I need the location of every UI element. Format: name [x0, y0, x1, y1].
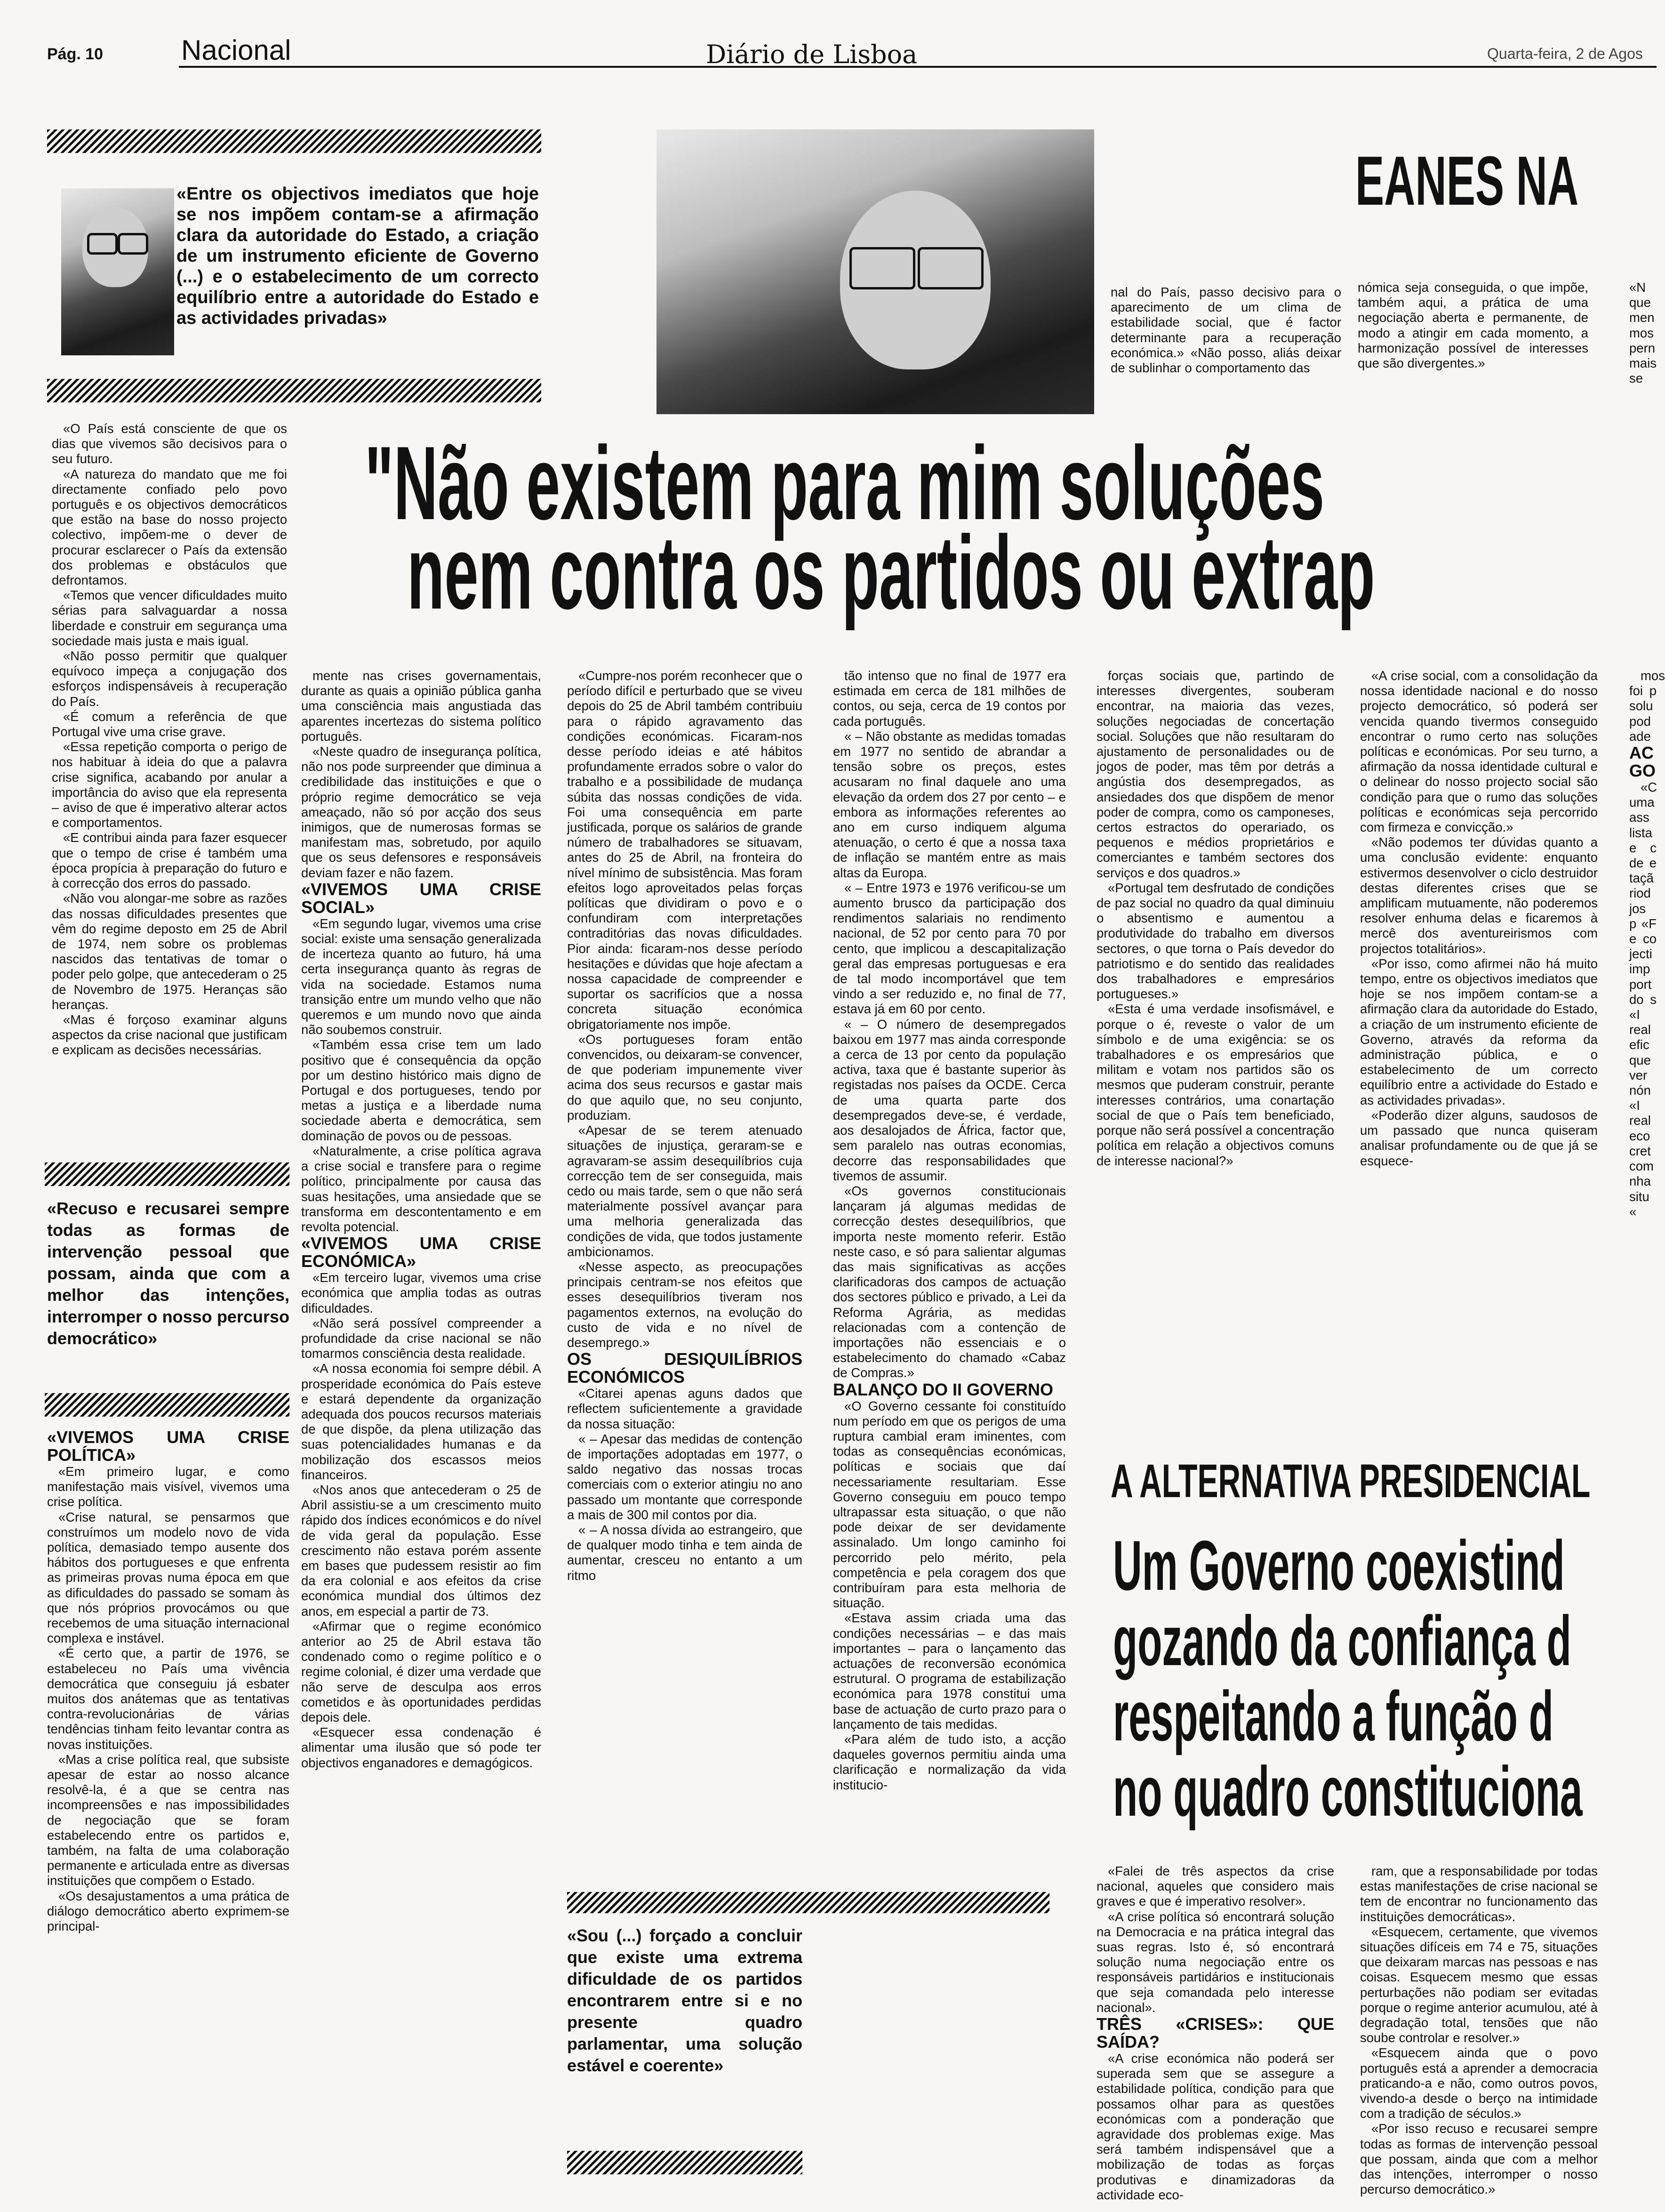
paragraph: «Apesar de se terem atenuado situações de injustiça, geraram-se e agravaram-se assim desequilíbrios cuja correcção tem de ser conseguida, mais cedo ou mais tarde, sem o que não será materialmente possível avançar para uma melhoria generalizada das condições de vida, que todos justamente ambicionamos.	[567, 1123, 802, 1259]
top-column-c: «N que men mos pern mais se	[1629, 280, 1657, 386]
issue-date: Quarta-feira, 2 de Agos	[1487, 45, 1643, 62]
paragraph: «Mas é forçoso examinar alguns aspectos da crise nacional que justificam e explicam as decisões necessárias.	[52, 1012, 287, 1058]
paragraph: «Esta é uma verdade insofismável, e porque o é, reveste o valor de um símbolo e de uma exigência: se os trabalhadores e os empresários que militam e votam nos partidos são os mesmos que puderam construir, perante interesses contrários, uma conartação social de que o País tem beneficiado, porque não será possível a concentração política em relação a objectivos comuns de interesse nacional?»	[1097, 1002, 1334, 1168]
paragraph: «Em primeiro lugar, e como manifestação mais visível, vivemos uma crise política.	[47, 1464, 289, 1509]
column-4-text	[833, 668, 1066, 1793]
subheading: «VIVEMOS UMA CRISE ECONÓMICA»	[301, 1234, 541, 1271]
section-kicker: A ALTERNATIVA PRESIDENCIAL	[1111, 1455, 1591, 1507]
subhead-line-2: gozando da confiança d	[1113, 1601, 1571, 1680]
column-3-text	[567, 668, 802, 1583]
paragraph: « – Apesar das medidas de contenção de importações adoptadas em 1977, o saldo negativo das nossas trocas comerciais com o exterior atingiu no ano passado um montante que corresponde a mais de 300 mil contos por dia.	[567, 1431, 802, 1522]
header-rule	[179, 66, 1657, 68]
paragraph: «Não será possível compreender a profundidade da crise nacional se não tomarmos consciência desta realidade.	[301, 1315, 541, 1361]
paragraph: «Não posso permitir que qualquer equívoco impeça a conjugação dos esforços indispensáveis à recuperação do País.	[52, 649, 287, 709]
paragraph: «Falei de três aspectos da crise nacional, aqueles que considero mais graves e que é imperativo resolver».	[1097, 1864, 1334, 1909]
subheading: «VIVEMOS UMA CRISE SOCIAL»	[301, 879, 541, 917]
paragraph: «Nos anos que antecederam o 25 de Abril assistiu-se a um crescimento muito rápido dos índices económicos e do nível de vida geral da população. Esse crescimento não estava porém assente em bases que pudessem resistir ao fim da era colonial e aos efeitos da crise económica mundial dos últimos dez anos, em especial a partir de 73.	[301, 1482, 541, 1619]
paragraph: « – O número de desempregados baixou em 1977 mas ainda corresponde a cerca de 13 por cento da população activa, taxa que é bastante superior às registadas nos países da OCDE. Cerca de uma quarta parte dos desempregados deve-se, é verdade, aos desalojados de África, factor que, sem paralelo nas outras economias, decorre das responsabilidades que tivemos de assumir.	[833, 1017, 1066, 1183]
paragraph: «Poderão dizer alguns, saudosos de um passado que nunca quiseram analisar profundamente ou de que já se esquece-	[1360, 1107, 1598, 1168]
paragraph: forças sociais que, partindo de interesses divergentes, souberam encontrar, na maioria das vezes, soluções negociadas de concertação social. Soluções que não resultaram do ajustamento de personalidades ou de jogos de poder, mas têm por detrás a angústia dos desempregados, as ansiedades dos que dispõem de menor poder de compra, como os camponeses, certos estractos do operariado, os pequenos e médios proprietários e comerciantes e também sectores dos serviços e dos quadros.»	[1097, 668, 1334, 880]
paragraph: tão intenso que no final de 1977 era estimada em cerca de 181 milhões de contos, ou seja, cerca de 19 contos por cada português.	[833, 668, 1066, 729]
subheading: OS DESIQUILÍBRIOS ECONÓMICOS	[567, 1349, 802, 1387]
main-headline-line-2: nem contra os partidos ou extrap	[407, 514, 1375, 631]
paragraph: «Esquecem, certamente, que vivemos situações difíceis em 74 e 75, situações que deixaram marcas nas pessoas e nas coisas. Esquecem mesmo que essas perturbações não podiam ser evitadas porque o regime anterior acumulou, até à degradação total, tensões que não soube controlar e resolver.»	[1360, 1924, 1598, 2045]
paragraph: «A crise económica não poderá ser superada sem que se assegure a estabilidade política, condição para que possamos olhar para as questões económicas com a ponderação que agravidade dos problemas exige. Mas será também indispensável que a mobilização de todas as forças produtivas e dinamizadoras da actividade eco-	[1097, 2051, 1334, 2202]
paragraph: «C uma ass lista e c de e taçã riod jos p «F e co jecti imp port do s «I real efic que ver nón «I real eco cret com nha situ «	[1629, 780, 1657, 1219]
subhead-line-3: respeitando a função d	[1113, 1676, 1553, 1755]
page-number: Pág. 10	[47, 45, 104, 63]
paragraph: «Nesse aspecto, as preocupações principais centram-se nos efeitos que esses desequilíbrios tiveram nos pagamentos externos, na evolução do custo de vida e no nível de desemprego.»	[567, 1259, 802, 1350]
middle-pull-quote: «Sou (...) forçado a concluir que existe uma extrema dificuldade de os partidos encontrarem entre si e no presente quadro parlamentar, uma solução estável e coerente»	[567, 1926, 802, 2075]
paragraph: «Para além de tudo isto, a acção daqueles governos permitiu ainda uma clarificação e normalização da vida institucio-	[833, 1732, 1066, 1792]
top-column-a: nal do País, passo decisivo para o aparecimento de um clima de estabilidade social, que é factor determinante para a recuperação económica.» «Não posso, aliás deixar de sublinhar o comportamento das	[1111, 285, 1341, 376]
paragraph: «Os governos constitucionais lançaram já algumas medidas de correcção destes desequilíbrios, que importa neste momento referir. Estão neste caso, e só para salientar algumas das mais significativas as acções clarificadoras dos campos de actuação dos sectores público e privado, a Lei da Reforma Agrária, as medidas relacionadas com a contenção de importações não essenciais e o estabelecimento do chamado «Cabaz de Compras.»	[833, 1183, 1066, 1380]
paragraph: «Esquecem ainda que o povo português está a aprender a democracia praticando-a e não, como outros povos, vivendo-a desde o berço na intimidade com a tradição de séculos.»	[1360, 2045, 1598, 2121]
subheading: «VIVEMOS UMA CRISE POLÍTICA»	[47, 1427, 289, 1465]
paragraph: «E contribui ainda para fazer esquecer que o tempo de crise é também uma época propícia à preparação do futuro e à correcção dos erros do passado.	[52, 830, 287, 891]
paragraph: «Estava assim criada uma das condições necessárias – e das mais importantes – para o lançamento das actuações de reconversão económica estrutural. O programa de estabilização económica para 1978 constitui uma base de actuação de curto prazo para o lançamento de tais medidas.	[833, 1611, 1066, 1731]
paragraph: «A crise política só encontrará solução na Democracia e na prática integral das suas regras. Isto é, só encontrará solução numa negociação entre os responsáveis partidários e institucionais que seja comandada pelo interesse nacional».	[1097, 1909, 1334, 2015]
hatched-bar-mid-2	[567, 2151, 802, 2174]
paragraph: «Em terceiro lugar, vivemos uma crise económica que amplia todas as outras dificuldades.	[301, 1270, 541, 1315]
hatched-bar-left-2	[45, 1393, 289, 1417]
hatched-bar-under-quote	[47, 379, 541, 402]
paragraph: «Esquecer essa condenação é alimentar uma ilusão que só pode ter objectivos enganadores e demagógicos.	[301, 1725, 541, 1770]
paragraph: «É comum a referência de que Portugal vive uma crise grave.	[52, 709, 287, 739]
pull-quote-top: «Entre os objectivos imediatos que hoje se nos impõem contam-se a afirmação clara da autoridade do Estado, a criação de um instrumento eficiente de Governo (...) e o estabelecimento de um correcto equilíbrio entre a autoridade do Estado e as actividades privadas»	[176, 184, 539, 328]
subhead-line-1: Um Governo coexistind	[1113, 1526, 1565, 1605]
paragraph: «A crise social, com a consolidação da nossa identidade nacional e do nosso projecto democrático, só poderá ser vencida quando tivermos conseguido encontrar o rumo certo nas soluções políticas e económicas. Por seu turno, a afirmação da nossa identidade cultural e o delinear do nosso projecto social são condição para que o rumo das soluções políticas e económicas seja percorrido com firmeza e convicção.»	[1360, 668, 1598, 835]
paragraph: «Neste quadro de insegurança política, não nos pode surpreender que diminua a credibilidade das instituições e que o próprio regime democrático se veja ameaçado, não só por acção dos seus inimigos, que de numerosas formas se manifestam mas, sobretudo, por aquilo que os seus defensores e responsáveis deviam fazer e não fazem.	[301, 744, 541, 880]
subhead-line-4: no quadro constituciona	[1113, 1752, 1583, 1831]
subheading: BALANÇO DO II GOVERNO	[833, 1379, 1054, 1399]
paragraph: «Temos que vencer dificuldades muito sérias para salvaguardar a nossa liberdade e construir em segurança uma sociedade mais justa e mais igual.	[52, 588, 287, 648]
paragraph: « – Entre 1973 e 1976 verificou-se um aumento brusco da participação dos rendimentos salariais no rendimento nacional, de 52 por cento para 70 por cento, que implicou a descapitalização geral das empresas portuguesas e era de tal modo incomportável que tem vindo a ser reduzido e, no final de 77, estava já em 60 por cento.	[833, 880, 1066, 1017]
hatched-bar-top	[47, 129, 541, 153]
paragraph: «Não vou alongar-me sobre as razões das nossas dificuldades presentes que vêm do regime deposto em 25 de Abril de 1974, nem sobre os problemas nascidos das tentativas de tomar o poder pelo golpe, que antecederam o 25 de Novembro de 1975. Heranças são heranças.	[52, 891, 287, 1012]
paragraph: «Os portugueses foram então convencidos, ou deixaram-se convencer, de que poderiam impunemente viver acima dos seus recursos e gastar mais do que aquilo que, no seu conjunto, produziam.	[567, 1032, 802, 1122]
paragraph: «Portugal tem desfrutado de condições de paz social no quadro da qual diminuiu o absentismo e aumentou a produtividade do trabalho em diversos sectores, o que torna o País devedor do patriotismo e do sentido das realidades dos trabalhadores e empresários portugueses.»	[1097, 880, 1334, 1002]
newspaper-name: Diário de Lisboa	[706, 40, 918, 69]
edge-column-text	[1629, 668, 1665, 1421]
paragraph: «Não podemos ter dúvidas quanto a uma conclusão evidente: enquanto estivermos desenvolver o ciclo destruidor destas diferentes crises que se amplificam mutuamente, não poderemos resolver enhuma delas e ficaremos à mercê dos aventureirismos com projectos totalitários».	[1360, 835, 1598, 956]
paragraph: «O Governo cessante foi constituído num período em que os perigos de uma ruptura cambial eram iminentes, com todas as consequências económicas, políticas e sociais que daí necessariamente resultariam. Esse Governo conseguiu em pouco tempo ultrapassar esta situação, o que não pode deixar de ser devidamente assinalado. Um longo caminho foi percorrido pelo mérito, pela competência e pela coragem dos que contribuíram para esta melhoria de situação.	[833, 1398, 1066, 1611]
paragraph: «Em segundo lugar, vivemos uma crise social: existe uma sensação generalizada de incerteza quanto ao futuro, há uma certa insegurança quanto às regras de vida na sociedade. Estamos numa transição entre um mundo velho que não queremos e um mundo novo que ainda não soubemos construir.	[301, 916, 541, 1037]
paragraph: «Os desajustamentos a uma prática de diálogo democrático aberto exprimem-se principal-	[47, 1888, 289, 1934]
paragraph: «Por isso, como afirmei não há muito tempo, entre os objectivos imediatos que hoje se nos impõem contam-se a afirmação clara da autoridade do Estado, a criação de um instrumento eficiente de Governo, através da reforma da administração pública, e o estabelecimento de um correcto equilíbrio entre a actividade do Estado e as actividades privadas».	[1360, 956, 1598, 1107]
column-1-text	[52, 421, 287, 1058]
banner-headline: EANES NA	[1355, 142, 1579, 220]
paragraph: « – Não obstante as medidas tomadas em 1977 no sentido de abrandar a tensão sobre os preços, estes acusaram no final daquele ano uma elevação da ordem dos 27 por cento – e embora as informações referentes ao ano em curso indiquem alguma atenuação, o certo é que a nossa taxa de inflação se mantém entre as mais altas da Europa.	[833, 729, 1066, 880]
subheading: AC GO	[1629, 743, 1656, 781]
paragraph: «Essa repetição comporta o perigo de nos habituar à ideia do que a palavra crise significa, acabando por anular a importância do aviso que ela representa – aviso de que é imperativo alterar actos e comportamentos.	[52, 739, 287, 830]
main-headline-line-1: "Não existem para mim soluções	[365, 425, 1325, 542]
paragraph: «Naturalmente, a crise política agrava a crise social e transfere para o regime político, principalmente por causa das suas hesitações, uma ansiedade que se transforma em descontentamento e em revolta potencial.	[301, 1143, 541, 1234]
portrait-large-photo	[656, 129, 1094, 414]
paragraph: «Crise natural, se pensarmos que construímos um modelo novo de vida política, demasiado tempo ausente dos hábitos dos portugueses e que enfrenta as primeiras provas numa época em que as dificuldades do passado se somam às que nós próprios provocámos ou que recebemos de uma situação internacional complexa e instável.	[47, 1509, 289, 1646]
section-name: Nacional	[181, 34, 291, 66]
subheading: TRÊS «CRISES»: QUE SAÍDA?	[1097, 2014, 1334, 2052]
column-5-text	[1097, 668, 1334, 1169]
paragraph: «A nossa economia foi sempre débil. A prosperidade económica do País esteve e estará dependente da organização adequada dos poucos recursos materiais de que dispõe, da plena utilização das suas potencialidades humanas e da mobilização dos escassos meios financeiros.	[301, 1361, 541, 1482]
paragraph: ram, que a responsabilidade por todas estas manifestações de crise nacional se tem de encontrar no funcionamento das instituições democráticas».	[1360, 1864, 1598, 1924]
top-column-b: nómica seja conseguida, o que impõe, também aqui, a prática de uma negociação aberta e permanente, de modo a atingir em cada momento, a harmonização possível de interesses que são divergentes.»	[1358, 280, 1588, 371]
paragraph: «Cumpre-nos porém reconhecer que o período difícil e perturbado que se viveu depois do 25 de Abril também contribuiu para o rápido agravamento das condições económicas. Ficaram-nos desse período ideias e até hábitos profundamente errados sobre o valor do trabalho e a possibilidade de mudança súbita das nossas condições de vida. Foi uma consequência em parte justificada, porque os salários de grande número de trabalhadores se situavam, antes do 25 de Abril, na fronteira do nível mínimo de subsistência. Mas foram efeitos logo aproveitados pelas forças políticas que dividiram o povo e o confundiram com interpretações contraditórias das novas dificuldades. Pior ainda: ficaram-nos desse período hesitações e dúvidas que hoje afectam a nossa capacidade de compreender e suportar os sacrifícios que a nossa concreta situação económica obrigatoriamente nos impõe.	[567, 668, 802, 1032]
left-pull-quote: «Recuso e recusarei sempre todas as formas de intervenção pessoal que possam, ainda que com a melhor das intenções, interromper o nosso percurso democrático»	[47, 1199, 289, 1348]
column-7-text	[1097, 1864, 1334, 2203]
paragraph: «É certo que, a partir de 1976, se estabeleceu no País uma vivência democrática que conseguiu já esbater muitos dos anátemas que as tentativas contra-revolucionárias de várias tendências tinham feito levantar contra as novas instituições.	[47, 1646, 289, 1752]
paragraph: «Mas a crise política real, que subsiste apesar de estar ao nosso alcance resolvê-la, é a que se centra nas incompreensões e nas impossibilidades de negociação que se foram estabelecendo entre os partidos e, também, na falta de uma colaboração permanente e articulada entre as diversas instituições que compõem o Estado.	[47, 1752, 289, 1888]
paragraph: « – A nossa dívida ao estrangeiro, que de qualquer modo tinha e tem ainda de aumentar, cresceu no entanto a um ritmo	[567, 1522, 802, 1583]
column-8-text	[1360, 1864, 1598, 2197]
paragraph: «A natureza do mandato que me foi directamente confiado pelo povo português e os objectivos democráticos que estão na base do nosso projecto colectivo, impõem-me o dever de procurar esclarecer o País da extensão dos problemas e obstáculos que defrontamos.	[52, 466, 287, 588]
column-1b-text	[47, 1428, 289, 1934]
paragraph: «Afirmar que o regime económico anterior ao 25 de Abril estava tão condenado como o regime político e o regime colonial, é dizer uma verdade que não serve de desculpa aos erros cometidos e às oportunidades perdidas depois dele.	[301, 1619, 541, 1724]
paragraph: «O País está consciente de que os dias que vivemos são decisivos para o seu futuro.	[52, 421, 287, 466]
column-6-text	[1360, 668, 1598, 1169]
paragraph: «Por isso recuso e recusarei sempre todas as formas de intervenção pessoal que possam, ainda que com a melhor das intenções, interromper o nosso percurso democrático.»	[1360, 2121, 1598, 2197]
paragraph: mos foi p solu pod ade	[1629, 668, 1665, 744]
paragraph: «Também essa crise tem um lado positivo que é consequência da opção por um destino histórico mais digno de Portugal e dos portugueses, tendo por metas a justiça e a liberdade numa sociedade aberta e democrática, sem dominação de povos ou de pessoas.	[301, 1037, 541, 1143]
portrait-small-photo	[61, 188, 174, 355]
hatched-bar-mid	[567, 1892, 1049, 1913]
column-2-text	[301, 668, 541, 1771]
hatched-bar-left	[45, 1162, 289, 1186]
paragraph: mente nas crises governamentais, durante as quais a opinião pública ganha uma consciência mais angustiada das aparentes incertezas do sistema político português.	[301, 668, 541, 744]
paragraph: «Citarei apenas aguns dados que reflectem suficientemente a gravidade da nossa situação:	[567, 1386, 802, 1431]
